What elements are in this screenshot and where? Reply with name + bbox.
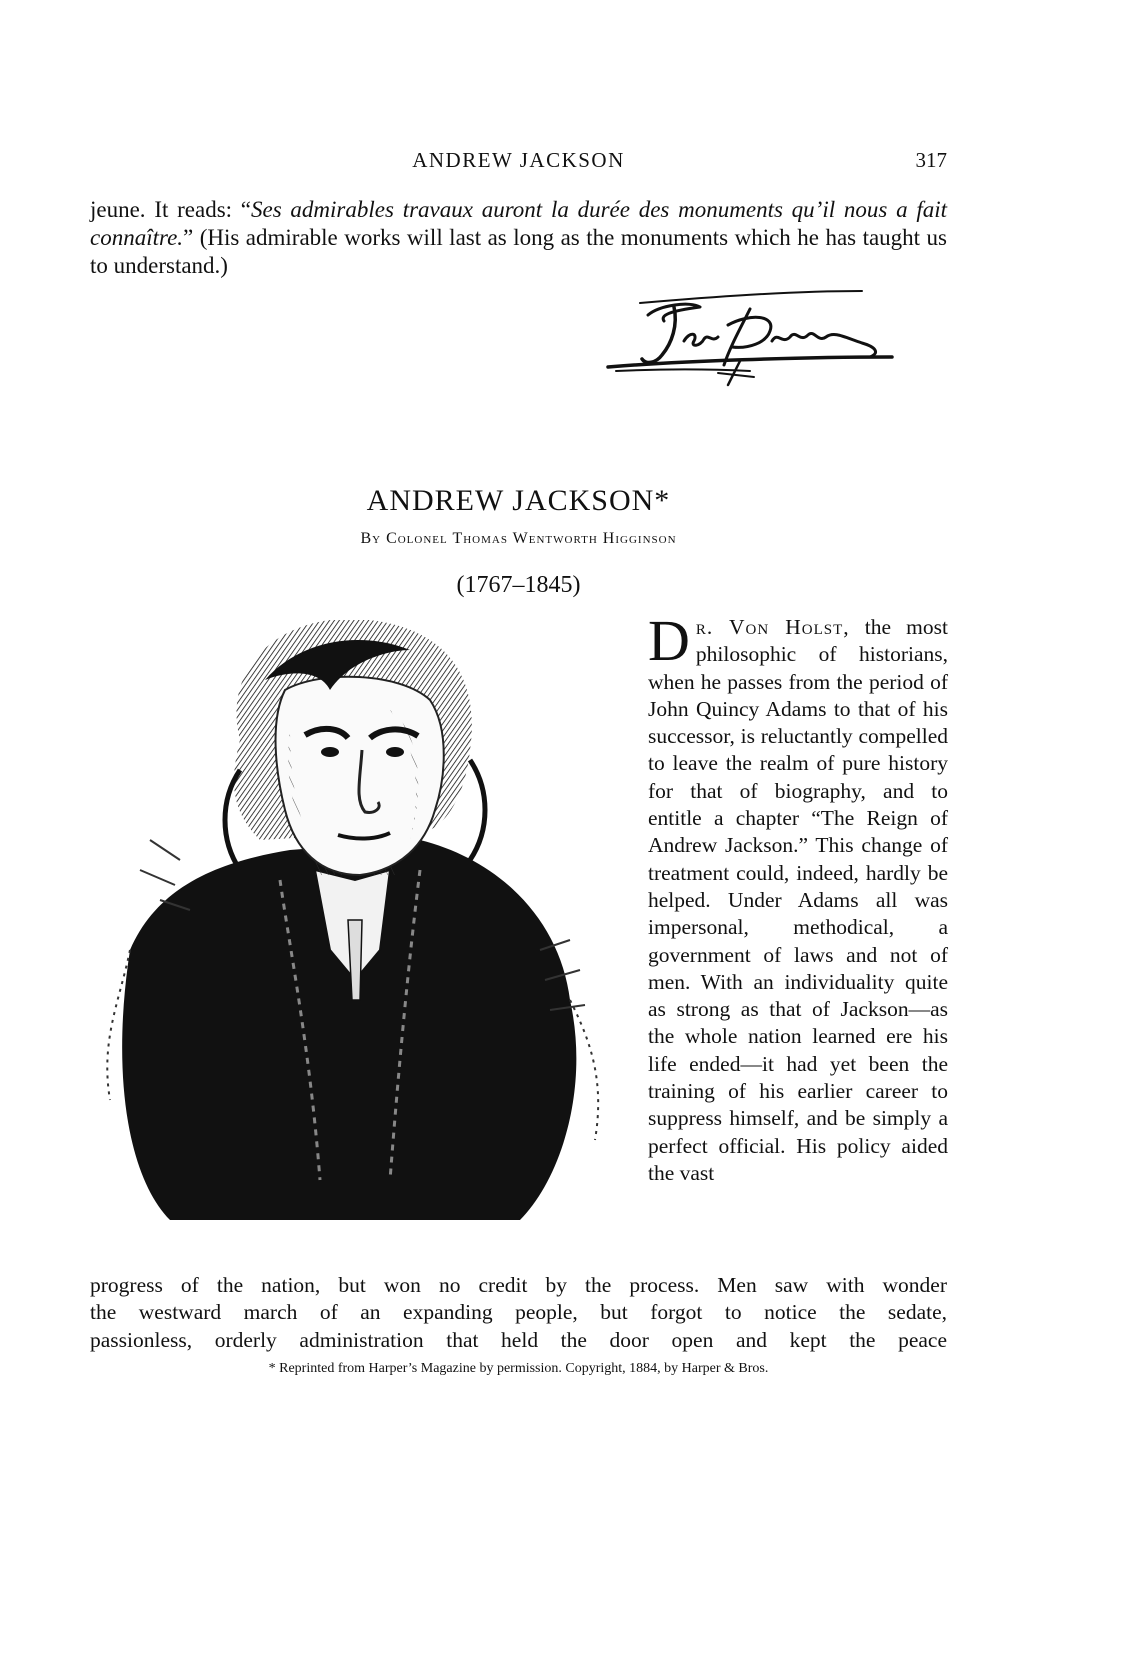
preceding-paragraph (90, 196, 947, 280)
byline: By Colonel Thomas Wentworth Higginson (360, 530, 677, 547)
text-line: progress of the nation, but won no credit by the process. Men saw with wonder (90, 1273, 947, 1297)
column-text: the most philosophic of historians, when he passes from the period of John Quincy Adams to that of his successor, is reluctantly compelled to leave the realm of pure history for that of biography, and to entitle a chapter “The Reign of Andrew Jackson.” This change of treatment could, indeed, hardly be helped. Under Adams all was impersonal, methodical, a government of laws and not of men. With an individuality quite as strong as that of Jackson—as the whole nation learned ere his life ended—it had yet been the training of his earlier career to suppress himself, and be simply a perfect official. His policy aided the vast (648, 615, 948, 1185)
text-line: the westward march of an expanding people, but forgot to notice the sedate, (90, 1300, 947, 1325)
article-title: ANDREW JACKSON* (366, 484, 671, 517)
text-line: passionless, orderly administration that held the door open and kept the peace (90, 1327, 947, 1352)
page-number: 317 (915, 148, 947, 172)
article-full-width-text (90, 1272, 947, 1354)
footnote: * Reprinted from Harper’s Magazine by permission. Copyright, 1884, by Harper & Bros. (268, 1361, 769, 1376)
drop-cap: D (648, 608, 690, 673)
signature-image (600, 285, 920, 405)
running-head (90, 148, 947, 180)
running-title: ANDREW JACKSON (412, 148, 625, 172)
opening-smallcaps: r. Von Holst, (695, 615, 850, 639)
article-column (648, 608, 948, 1187)
preceding-text-end: ” (His admirable works will last as long as the monuments which he has taught us to understand.) (90, 225, 947, 278)
preceding-text-start: jeune. It reads: “ (90, 197, 252, 222)
life-dates: (1767–1845) (456, 572, 581, 598)
portrait-engraving (90, 620, 630, 1260)
french-quote: Ses admirables travaux auront la durée des monuments qu’il nous a fait connaître. (90, 197, 948, 250)
